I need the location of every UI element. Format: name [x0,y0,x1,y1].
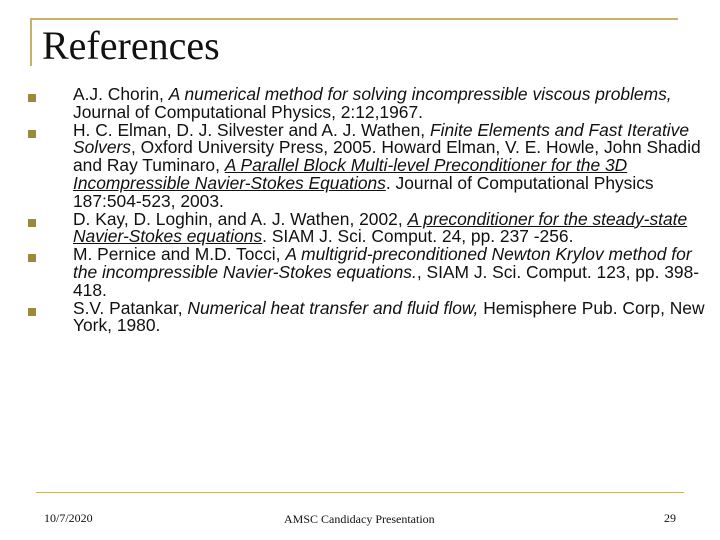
square-bullet-icon [28,94,36,102]
reference-text [73,208,712,247]
reference-item [0,297,720,336]
footer-page-number: 29 [664,511,676,525]
reference-list [0,86,720,335]
reference-title-italic: A multigrid-preconditioned Newton Krylov method for the incompressible Navier-Stokes equations. [73,244,692,282]
slide-title: References [42,23,220,68]
reference-segment: H. C. Elman, D. J. Silvester and A. J. Wathen, [73,119,430,140]
reference-segment: M. Pernice and M.D. Tocci, [73,244,286,265]
reference-text [73,119,712,211]
reference-segment: . SIAM J. Sci. Comput. 24, pp. 237 -256. [262,226,574,247]
reference-segment: S.V. Patankar, [73,297,188,318]
footer-date: 10/7/2020 [44,511,93,525]
reference-segment: , Oxford University Press, 2005. Howard Elman, V. E. Howle, John Shadid and Ray Tuminaro, [73,137,701,176]
reference-item [0,86,720,122]
reference-text [73,86,712,122]
reference-text [73,297,712,336]
reference-segment: Journal of Computational Physics, 2:12,1967. [73,101,423,122]
reference-item [0,246,720,299]
reference-text [73,246,712,299]
reference-item [0,208,720,247]
reference-segment: . Journal of Computational Physics 187:504-523, 2003. [73,172,654,211]
footer-divider [36,492,684,493]
footer-presentation-title: AMSC Candidacy Presentation [284,512,435,526]
reference-link[interactable]: A preconditioner for the steady-state Navier-Stokes equations [73,208,688,247]
reference-title-italic: Finite Elements and Fast Iterative Solvers [73,119,690,158]
reference-segment: , SIAM J. Sci. Comput. 123, pp. 398-418. [73,261,700,300]
reference-title-italic: Numerical heat transfer and fluid flow, [187,297,479,318]
reference-item [0,119,720,211]
reference-segment: D. Kay, D. Loghin, and A. J. Wathen, 2002, [73,208,408,229]
reference-title-italic: A numerical method for solving incompressible viscous problems, [168,84,672,104]
reference-segment: Hemisphere Pub. Corp, New York, 1980. [73,297,705,336]
title-frame-horizontal [30,18,678,20]
square-bullet-icon [28,254,36,262]
square-bullet-icon [28,219,36,227]
square-bullet-icon [28,308,36,316]
square-bullet-icon [28,130,36,138]
reference-link[interactable]: A Parallel Block Multi-level Preconditioner for the 3D Incompressible Navier-Stokes Equations [73,155,628,193]
title-frame-vertical [30,18,32,66]
reference-segment: A.J. Chorin, [73,84,169,104]
